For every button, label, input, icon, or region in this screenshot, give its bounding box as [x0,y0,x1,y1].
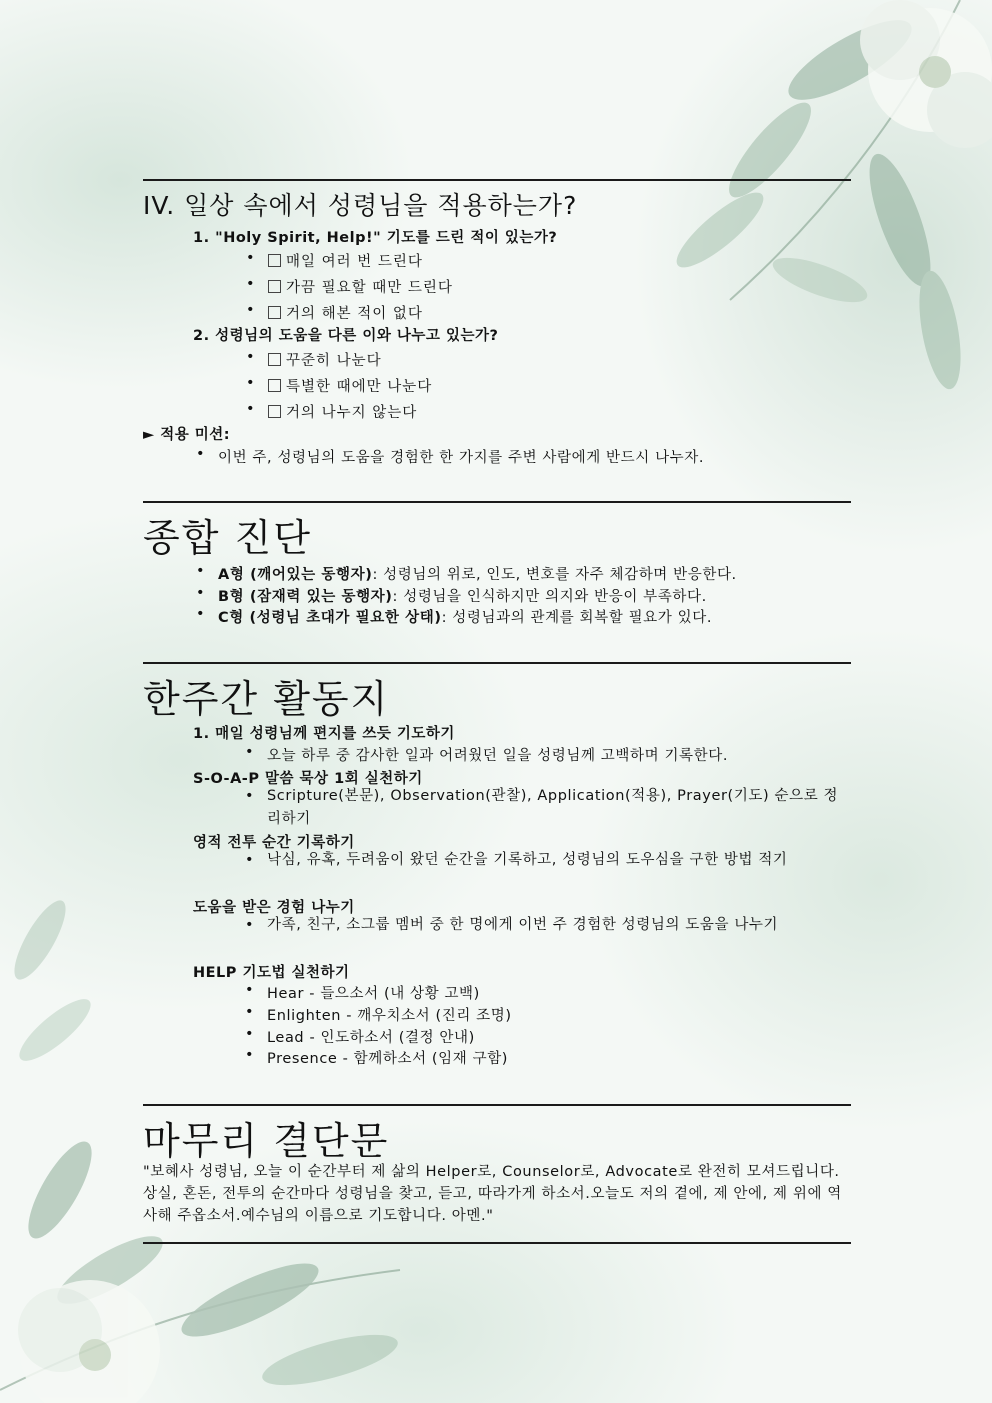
leaf-decoration-left [0,880,120,1100]
checkbox-option[interactable]: • 특별한 때에만 나눈다 [268,375,432,396]
section-divider [143,1104,851,1106]
section-title-weekly: 한주간 활동지 [143,677,390,721]
checkbox-icon[interactable] [268,405,281,418]
checkbox-icon[interactable] [268,254,281,267]
question-1: 1. "Holy Spirit, Help!" 기도를 드린 적이 있는가? [193,230,558,246]
resolution-prayer: "보혜사 성령님, 오늘 이 순간부터 제 삶의 Helper로, Counselor로, Advocate로 완전히 모셔드립니다.상실, 혼돈, 전투의 순간마다 성령님을 찾고, 듣고, 따라가게 하소서.오늘도 저의 곁에, 제 안에, 제 위에 역사해 주옵소서.예수님의 이름으로 기도합니다. 아멘." [143,1164,842,1224]
checkbox-icon[interactable] [268,379,281,392]
checkbox-option[interactable]: • 거의 해본 적이 없다 [268,302,423,323]
section-title-diagnosis: 종합 진단 [143,516,312,560]
floral-decoration-top-right [600,0,992,420]
activity-heading: 도움을 받은 경험 나누기 [193,900,355,916]
section-divider [143,662,851,664]
checkbox-icon[interactable] [268,353,281,366]
section-divider [143,1242,851,1244]
help-item: • Presence - 함께하소서 (임재 구함) [267,1047,508,1068]
diagnosis-type-b: • B형 (잠재력 있는 동행자): 성령님을 인식하지만 의지와 반응이 부족하다. [218,585,707,606]
section-divider [143,501,851,503]
diagnosis-type-c: • C형 (성령님 초대가 필요한 상태): 성령님과의 관계를 회복할 필요가 있다. [218,606,712,627]
activity-item: • 오늘 하루 중 감사한 일과 어려웠던 일을 성령님께 고백하며 기록한다. [267,744,728,765]
mission-text: • 이번 주, 성령님의 도움을 경험한 한 가지를 주변 사람에게 반드시 나누자. [218,446,704,467]
activity-heading: HELP 기도법 실천하기 [193,965,350,981]
checkbox-option[interactable]: • 꾸준히 나눈다 [268,349,382,370]
checkbox-option[interactable]: • 가끔 필요할 때만 드린다 [268,276,453,297]
help-item: • Enlighten - 깨우치소서 (진리 조명) [267,1004,512,1025]
activity-item: • 가족, 친구, 소그룹 멤버 중 한 명에게 이번 주 경험한 성령님의 도움을 나누기 [267,914,852,937]
activity-heading: 1. 매일 성령님께 편지를 쓰듯 기도하기 [193,726,455,742]
help-item: • Hear - 들으소서 (내 상황 고백) [267,982,480,1003]
activity-heading: S-O-A-P 말씀 묵상 1회 실천하기 [193,771,423,787]
diagnosis-type-a: • A형 (깨어있는 동행자): 성령님의 위로, 인도, 변호를 자주 체감하며 반응한다. [218,563,737,584]
checkbox-option[interactable]: • 매일 여러 번 드린다 [268,250,423,271]
section-title-resolution: 마무리 결단문 [143,1119,390,1163]
section-divider [143,179,851,181]
help-item: • Lead - 인도하소서 (결정 안내) [267,1026,475,1047]
activity-heading: 영적 전투 순간 기록하기 [193,835,355,851]
section-title-application: IV. 일상 속에서 성령님을 적용하는가? [143,191,578,220]
mission-label: ► 적용 미션: [143,427,231,443]
activity-item: • Scripture(본문), Observation(관찰), Application(적용), Prayer(기도) 순으로 정리하기 [267,785,852,831]
activity-item: • 낙심, 유혹, 두려움이 왔던 순간을 기록하고, 성령님의 도우심을 구한 방법 적기 [267,849,852,872]
checkbox-option[interactable]: • 거의 나누지 않는다 [268,401,417,422]
question-2: 2. 성령님의 도움을 다른 이와 나누고 있는가? [193,328,499,344]
checkbox-icon[interactable] [268,280,281,293]
checkbox-icon[interactable] [268,306,281,319]
